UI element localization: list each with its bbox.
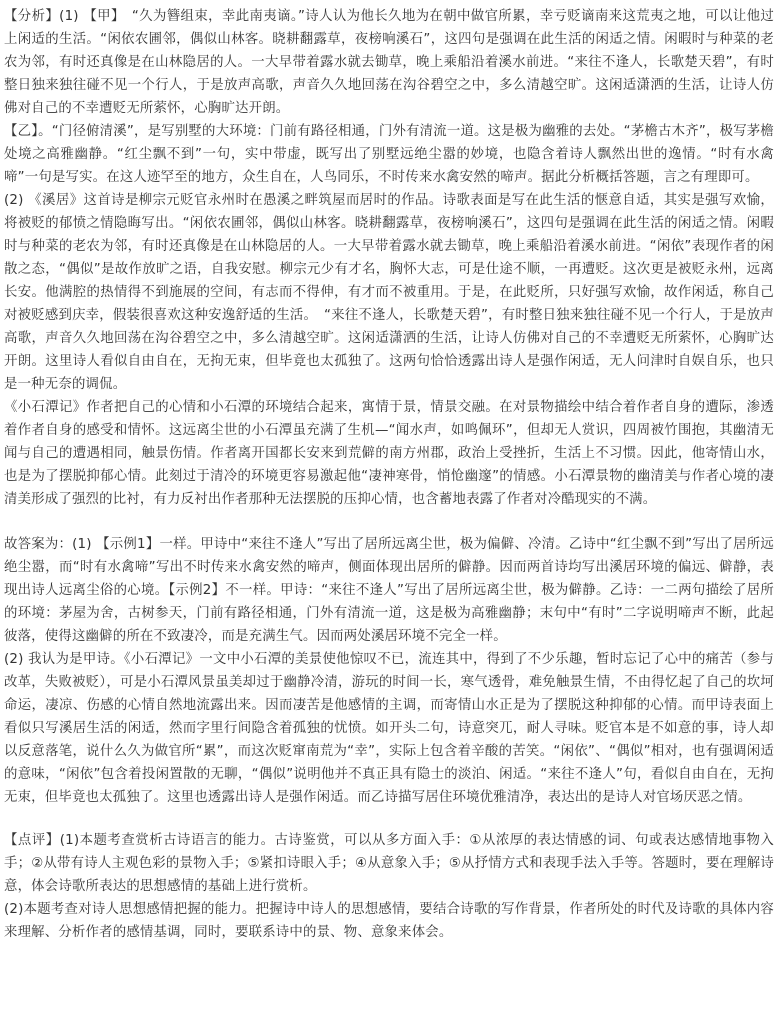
answer-section <box>4 533 774 809</box>
section-spacer <box>4 511 774 533</box>
comment-paragraph-1: 【点评】(1)本题考查赏析古诗语言的能力。古诗鉴赏，可以从多方面入手：①从浓厚的表达情感的词、句或表达感情地事物入手；②从带有诗人主观色彩的景物入手；⑤紧扣诗眼入手；④从意象入手；⑤从抒情方式和表现手法入手等。答题时，要在理解诗意，体会诗歌所表达的思想感情的基础上进行赏析。 <box>4 833 774 894</box>
answer-paragraph-1: 故答案为：(1) 【示例1】一样。甲诗中“来往不逢人”写出了居所远离尘世，极为偏僻、冷清。乙诗中“红尘飘不到”写出了居所远绝尘嚣，而“时有水禽啼”写出不时传来水禽安然的啼声，侧面体现出居所的僻静。因而两首诗均写出溪居环境的偏远、僻静，表现出诗人远离尘俗的心境。【示例2】不一样。甲诗：“来往不逢人”写出了居所远离尘世，极为僻静。乙诗：一二两句描绘了居所的环境：茅屋为舍，古树参天，门前有路径相通，门外有清流一道，这是极为高雅幽静；末句中“有时”二字说明啼声不断，此起彼落，使得这幽僻的所在不致凄冷，而是充满生气。因而两处溪居环境不完全一样。 <box>4 537 774 644</box>
section-spacer <box>4 809 774 829</box>
comment-paragraph-2: (2)本题考查对诗人思想感情把握的能力。把握诗中诗人的思想感情，要结合诗歌的写作背景，作者所处的时代及诗歌的具体内容来理解、分析作者的感情基调，同时，要联系诗中的景、物、意象来体会。 <box>4 902 774 940</box>
analysis-paragraph-yi: 【乙】。“门径俯清溪”，是写别墅的大环境：门前有路径相通，门外有清流一道。这是极为幽雅的去处。“茅檐古木齐”，极写茅檐处境之高雅幽静。“红尘飘不到”一句，实中带虚，既写出了别墅远绝尘嚣的妙境，也隐含着诗人飘然出世的逸情。“时有水禽啼”一句是写实。在这人迹罕至的地方，众生自在，人鸟同乐，不时传来水禽安然的啼声。据此分析概括答题，言之有理即可。 <box>4 124 774 185</box>
analysis-section <box>4 5 774 511</box>
answer-paragraph-2: (2) 我认为是甲诗。《小石潭记》一文中小石潭的美景使他惊叹不已，流连其中，得到了不少乐趣，暂时忘记了心中的痛苦（参与改革，失败被贬），可是小石潭风景虽美却过于幽静冷清，游玩的时间一长，寒气透骨，难免触景生情，不由得忆起了自己的坎坷命运，凄凉、伤感的心情自然地流露出来。因而凄苦是他感情的主调，而寄情山水正是为了摆脱这种抑郁的心情。而甲诗表面上看似只写溪居生活的闲适，然而字里行间隐含着孤独的忧愤。如开头二句，诗意突兀，耐人寻味。贬官本是不如意的事，诗人却以反意落笔，说什么久为做官所“累”，而这次贬窜南荒为“幸”，实际上包含着辛酸的苦笑。“闲依”、“偶似”相对，也有强调闲适的意味，“闲依”包含着投闲置散的无聊，“偶似”说明他并不真正具有隐士的淡泊、闲适。“来往不逢人”句，看似自由自在，无拘无束，但毕竟也太孤独了。这里也透露出诗人是强作闲适。而乙诗描写居住环境优雅清净，表达出的是诗人对官场厌恶之情。 <box>4 652 774 805</box>
analysis-paragraph-xiaoshitan: 《小石潭记》作者把自己的心情和小石潭的环境结合起来，寓情于景，情景交融。在对景物描绘中结合着作者自身的遭际，渗透着作者自身的感受和情怀。这远离尘世的小石潭虽充满了生机—“闻水声，如鸣佩环”，但却无人赏识，四周被竹围抱，其幽清无闻与自己的遭遇相同，触景伤情。作者离开国都长安来到荒僻的南方州郡，政治上受挫折，生活上不习惯。因此，他寄情山水，也是为了摆脱抑郁心情。此刻过于清冷的环境更容易激起他“凄神寒骨，悄怆幽邃”的情感。小石潭景物的幽清美与作者心境的凄清美形成了强烈的比衬，有力反衬出作者那种无法摆脱的压抑心情，也含蓄地表露了作者对冷酷现实的不满。 <box>4 400 774 507</box>
analysis-paragraph-question-2: (2) 《溪居》这首诗是柳宗元贬官永州时在愚溪之畔筑屋而居时的作品。诗歌表面是写在此生活的惬意自适，其实是强写欢愉，将被贬的郁愤之情隐晦写出。“闲依农圃邻，偶似山林客。晓耕翻露草，夜榜响溪石”，这四句是强调在此生活的闲适之情。闲暇时与种菜的老农为邻，有时还真像是在山林隐居的人。一大早带着露水就去锄草，晚上乘船沿着溪水前进。“闲依”表现作者的闲散之态，“偶似”是故作放旷之语，自我安慰。柳宗元少有才名，胸怀大志，可是仕途不顺，一再遭贬。这次更是被贬永州，远离长安。他满腔的热情得不到施展的空间，有志而不得伸，有才而不被重用。于是，在此贬所，只好强写欢愉，故作闲适，称自己对被贬感到庆幸，假装很喜欢这种安逸舒适的生活。 “来往不逢人，长歌楚天碧”，有时整日独来独往碰不见一个行人，于是放声高歌，声音久久地回荡在沟谷碧空之中，多么清越空旷。这闲适潇洒的生活，让诗人仿佛对自己的不幸遭贬无所萦怀，心胸旷达开朗。这里诗人看似自由自在，无拘无束，但毕竟也太孤独了。这两句恰恰透露出诗人是强作闲适，无人问津时自娱自乐，也只是一种无奈的调侃。 <box>4 193 774 392</box>
analysis-paragraph-jia: 【分析】(1) 【甲】 “久为簪组束，幸此南夷谪。”诗人认为他长久地为在朝中做官所累，幸亏贬谪南来这荒夷之地，可以让他过上闲适的生活。“闲依农圃邻，偶似山林客。晓耕翻露草，夜榜响溪石”，这四句是强调在此生活的闲适之情。闲暇时与种菜的老农为邻，有时还真像是在山林隐居的人。一大早带着露水就去锄草，晚上乘船沿着溪水前进。“来往不逢人，长歌楚天碧”，有时整日独来独往碰不见一个行人，于是放声高歌，声音久久地回荡在沟谷碧空之中，多么清越空旷。这闲适潇洒的生活，让诗人仿佛对自己的不幸遭贬无所萦怀，心胸旷达开朗。 <box>4 9 774 116</box>
comment-section <box>4 829 774 944</box>
